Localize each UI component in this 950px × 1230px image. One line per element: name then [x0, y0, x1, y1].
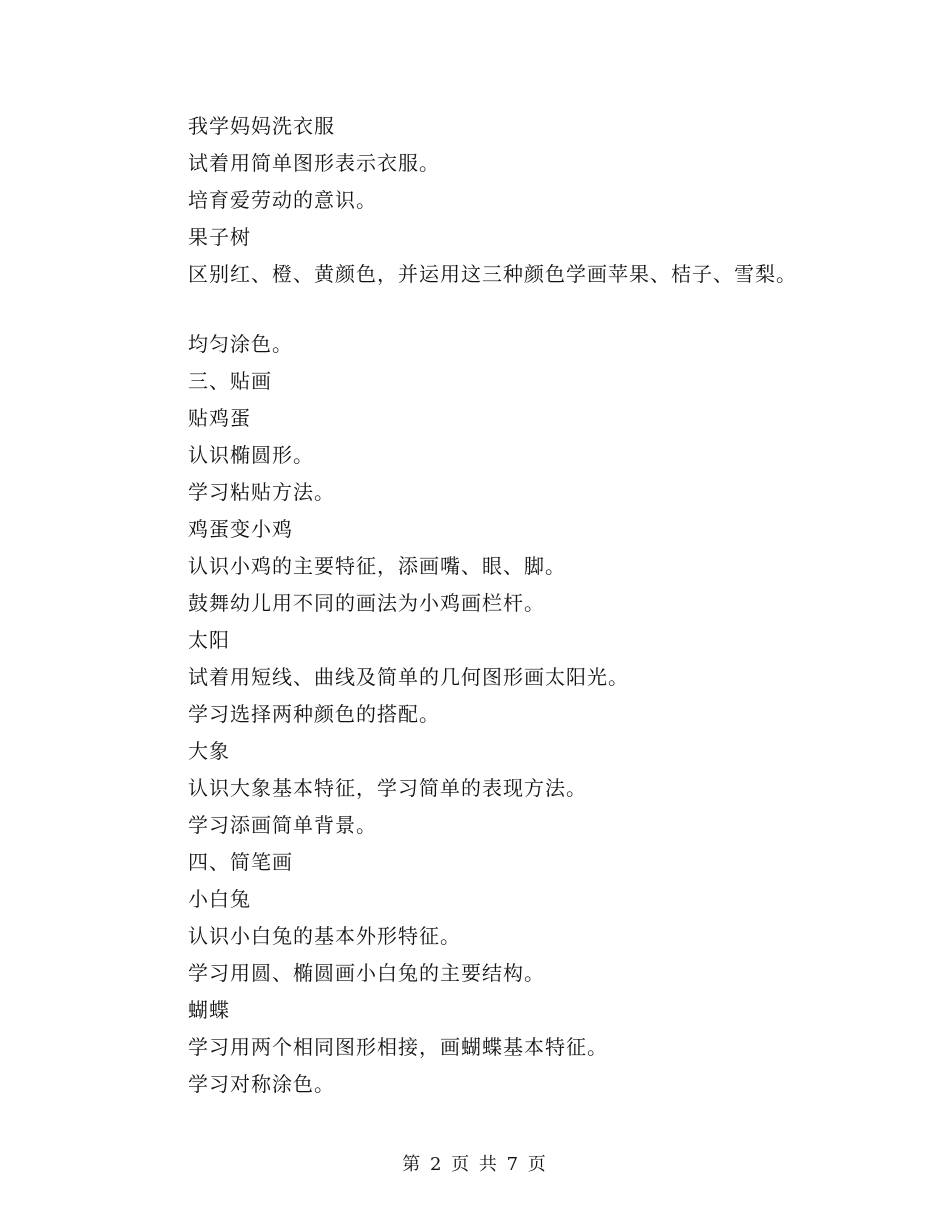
text-line: 学习添画简单背景。 — [188, 813, 377, 837]
section-subheading: 小白兔 — [188, 887, 251, 911]
text-line: 认识大象基本特征，学习简单的表现方法。 — [188, 776, 587, 800]
text-line: 学习用圆、椭圆画小白兔的主要结构。 — [188, 961, 545, 985]
text-line: 试着用短线、曲线及简单的几何图形画太阳光。 — [188, 665, 629, 689]
document-body — [188, 108, 888, 1103]
section-heading: 四、简笔画 — [188, 850, 293, 874]
text-line: 试着用简单图形表示衣服。 — [188, 151, 440, 175]
section-subheading: 贴鸡蛋 — [188, 406, 251, 430]
text-line: 学习用两个相同图形相接，画蝴蝶基本特征。 — [188, 1035, 608, 1059]
text-line: 均匀涂色。 — [188, 332, 293, 356]
section-subheading: 果子树 — [188, 225, 251, 249]
text-line: 鼓舞幼儿用不同的画法为小鸡画栏杆。 — [188, 591, 545, 615]
text-line: 学习对称涂色。 — [188, 1072, 335, 1096]
text-line: 学习粘贴方法。 — [188, 480, 335, 504]
text-line: 认识椭圆形。 — [188, 443, 314, 467]
text-line: 认识小鸡的主要特征，添画嘴、眼、脚。 — [188, 554, 566, 578]
section-subheading: 太阳 — [188, 628, 230, 652]
page-number-footer: 第 2 页 共 7 页 — [402, 1154, 548, 1175]
section-heading: 三、贴画 — [188, 369, 272, 393]
text-line: 区别红、橙、黄颜色，并运用这三种颜色学画苹果、桔子、雪梨。 — [188, 262, 797, 286]
section-subheading: 大象 — [188, 739, 230, 763]
text-line: 学习选择两种颜色的搭配。 — [188, 702, 440, 726]
section-subheading: 鸡蛋变小鸡 — [188, 517, 293, 541]
section-subheading: 蝴蝶 — [188, 998, 230, 1022]
text-line: 认识小白兔的基本外形特征。 — [188, 924, 461, 948]
text-line: 培育爱劳动的意识。 — [188, 188, 377, 212]
text-line: 我学妈妈洗衣服 — [188, 114, 335, 138]
